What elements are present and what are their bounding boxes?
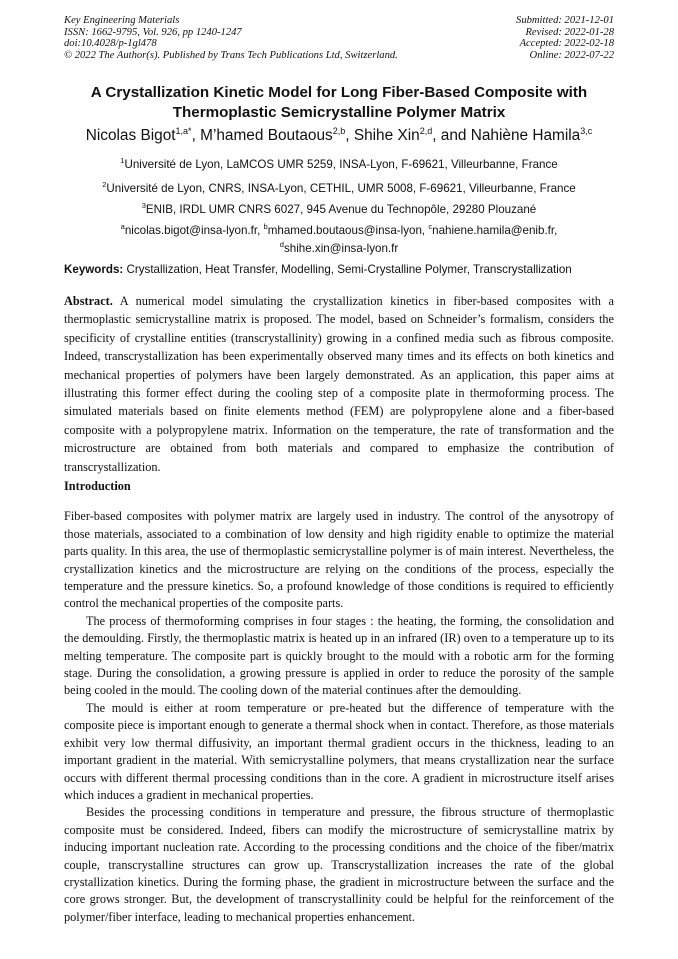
- author: M’hamed Boutaous$^{2,b}$,: [200, 126, 354, 145]
- keywords: [64, 263, 624, 276]
- introduction-section: [64, 478, 614, 926]
- author-list: [20, 126, 658, 145]
- revised-date: Revised: 2022-01-28: [525, 26, 614, 38]
- journal-info: [64, 15, 398, 61]
- keywords-text: Crystallization, Heat Transfer, Modelling, Semi-Crystalline Polymer, Transcrystallization: [123, 263, 572, 276]
- copyright: © 2022 The Author(s). Published by Trans Tech Publications Ltd, Switzerland.: [64, 49, 398, 61]
- keywords-label: Keywords:: [64, 263, 124, 276]
- email-link[interactable]: nahiene.hamila@enib.fr,: [432, 223, 558, 237]
- section-heading: Introduction: [64, 479, 131, 493]
- paragraph: Besides the processing conditions in temperature and pressure, the fibrous structure of thermoplastic composite must be considered. Indeed, fibers can modify the microstructure of semicrystalline matrix by inducing important nucleation rate. According to the processing conditions and the choice of the fiber/matrix couple, transcrystalline structures can grow up. Transcrystallization increases the rate of the global crystallization kinetics. During the forming phase, the gradient in microstructure between the surface and the core grows stronger. But, the development of transcrystallinity could be helpful for the reinforcement of the polymer/fiber interface, leading to mechanical properties enhancement.: [64, 805, 614, 924]
- paragraph: The mould is either at room temperature or pre-heated but the difference of temperature with the composite piece is important enough to generate a thermal shock when in contact. Therefore, as those materials exhibit very low thermal diffusivity, an important thermal gradient occurs in the thickness, leading to an important gradient in the material. With semicrystalline polymers, that means crystallization near the surface occurs with different thermal processing conditions than in the core. A gradient in microstructure itself arises which induces a gradient in mechanical properties.: [64, 700, 614, 802]
- abstract: [64, 292, 614, 476]
- author: Nicolas Bigot$^{1,a*}$,: [85, 126, 201, 145]
- dates-info: [516, 15, 614, 61]
- paragraph: The process of thermoforming comprises in four stages : the heating, the forming, the consolidation and the demoulding. Firstly, the thermoplastic matrix is heated up in an infrared (IR) oven to a temperature up to its melting temperature. The composite part is quickly brought to the mould with a robotic arm for the forming stage. During the consolidation, a growing pressure is applied in order to reduce the porosity of the sample being cooled in the mould. The cooling down of the material continues after the demoulding.: [64, 613, 614, 698]
- abstract-text: A numerical model simulating the crystallization kinetics in fiber-based composites with a thermoplastic semicrystalline matrix is proposed. The model, based on Schneider’s formalism, considers the specificity of crystalline entities (transcrystallinity) growing in a confined media such as fibrous composite. Indeed, transcrystallization has been experimentally observed many times and its effects on both kinetics and mechanical properties of polymers have been largely demonstrated. As an application, this paper aims at illustrating this former effect during the cooling step of a composite plate in thermoforming process. The simulated materials based on finite elements method (FEM) are polypropylene alone and a fiber-based composite with a polypropylene matrix. Information on the temperature, the rate of transformation and the microstructure are obtained from both materials and compared to emphasize the contribution of transcrystallization.: [64, 294, 614, 474]
- author-emails: $^a$nicolas.bigot@insa-lyon.fr, $^b$mhamed.boutaous@insa-lyon, $^c$nahiene.hamila@enib.fr, $^d$shihe.xin@insa-lyon.fr: [120, 222, 558, 255]
- affiliation: $^2$Université de Lyon, CNRS, INSA-Lyon, CETHIL, UMR 5008, F-69621, Villeurbanne, France: [102, 180, 576, 195]
- email-link[interactable]: mhamed.boutaous@insa-lyon,: [267, 223, 429, 237]
- online-date: Online: 2022-07-22: [529, 49, 614, 61]
- paragraph: Fiber-based composites with polymer matrix are largely used in industry. The control of the anysotropy of those materials, associated to a combination of low density and high rigidity enable to optimize the material parts quality. In this area, the use of thermoplastic semicrystalline polymer is of main interest. Nevertheless, the crystallization kinetics and the microstructure are relying on the conditions of the process, especially the temperature and the pressure kinetics. So, a profound knowledge of those conditions is required to efficiently control the mechanical properties of the composite parts.: [64, 509, 614, 611]
- journal-name: Key Engineering Materials: [64, 15, 180, 26]
- author: Nahiène Hamila$^{3,c}$: [470, 126, 593, 145]
- email-link[interactable]: shihe.xin@insa-lyon.fr: [283, 241, 399, 255]
- doi: doi:10.4028/p-1gl478: [64, 38, 157, 50]
- affiliation: $^1$Université de Lyon, LaMCOS UMR 5259, INSA-Lyon, F-69621, Villeurbanne, France: [120, 156, 558, 171]
- abstract-label: Abstract.: [64, 294, 113, 308]
- author: Shihe Xin$^{2,d}$, and: [353, 126, 471, 145]
- issn: ISSN: 1662-9795, Vol. 926, pp 1240-1247: [64, 26, 242, 38]
- paper-title: A Crystallization Kinetic Model for Long Fiber-Based Composite with Thermoplastic Semicrystalline Polymer Matrix: [90, 84, 588, 121]
- submitted-date: Submitted: 2021-12-01: [516, 15, 614, 26]
- affiliation: $^3$ENIB, IRDL UMR CNRS 6027, 945 Avenue du Technopôle, 29280 Plouzané: [141, 201, 537, 216]
- email-link[interactable]: nicolas.bigot@insa-lyon.fr,: [124, 223, 264, 237]
- accepted-date: Accepted: 2022-02-18: [519, 38, 614, 50]
